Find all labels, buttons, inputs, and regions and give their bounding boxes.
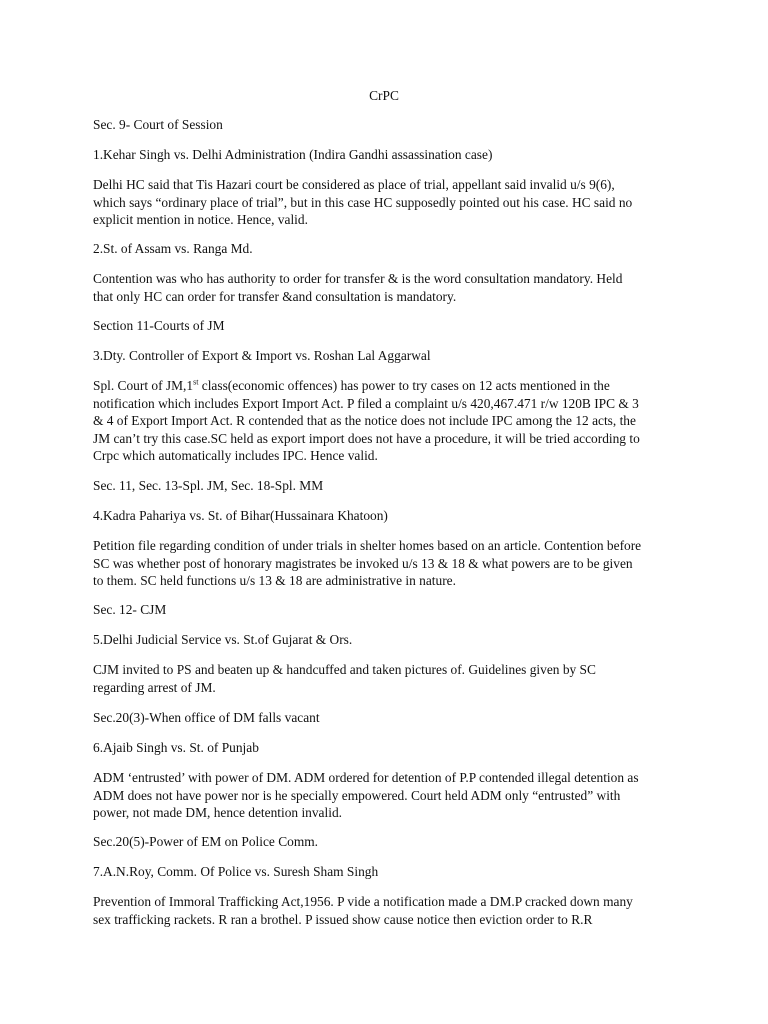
text-line: 1.Kehar Singh vs. Delhi Administration (Indira Gandhi assassination case) <box>93 147 493 162</box>
paragraph <box>93 270 683 305</box>
case-title <box>93 863 683 881</box>
paragraph <box>93 769 683 822</box>
section-heading <box>93 601 683 619</box>
paragraph <box>93 537 683 590</box>
text-line: power, not made DM, hence detention invalid. <box>93 805 342 820</box>
text-line: 4.Kadra Pahariya vs. St. of Bihar(Hussainara Khatoon) <box>93 508 388 523</box>
text-line: Sec.20(3)-When office of DM falls vacant <box>93 710 320 725</box>
case-title <box>93 347 683 365</box>
text-line: Sec. 9- Court of Session <box>93 117 223 132</box>
text-line: ADM does not have power nor is he specially empowered. Court held ADM only “entrusted” with <box>93 787 621 803</box>
text-line: JM can’t try this case.SC held as export import does not have a procedure, it will be tried according to <box>93 430 640 446</box>
page-title: CrPC <box>369 88 399 103</box>
text-line: Sec. 12- CJM <box>93 602 167 617</box>
case-title <box>93 240 683 258</box>
text-line: 5.Delhi Judicial Service vs. St.of Gujarat & Ors. <box>93 632 353 647</box>
section-heading <box>93 477 683 495</box>
section-heading <box>93 317 683 335</box>
case-title <box>93 146 683 164</box>
text-line: explicit mention in notice. Hence, valid. <box>93 212 308 227</box>
text-line: Crpc which automatically includes IPC. Hence valid. <box>93 448 378 463</box>
spl-text-before: Spl. Court of JM,1 <box>93 378 194 393</box>
paragraph <box>93 893 683 928</box>
text-line: that only HC can order for transfer &and consultation is mandatory. <box>93 288 457 304</box>
text-line: which says “ordinary place of trial”, but in this case HC supposedly pointed out his case. HC said no <box>93 194 633 210</box>
text-line: Sec.20(5)-Power of EM on Police Comm. <box>93 834 319 849</box>
text-line: 7.A.N.Roy, Comm. Of Police vs. Suresh Sham Singh <box>93 864 379 879</box>
text-line: sex trafficking rackets. R ran a brothel. P issued show cause notice then eviction order to R.R <box>93 911 593 927</box>
text-line: 6.Ajaib Singh vs. St. of Punjab <box>93 740 259 755</box>
text-line: Contention was who has authority to order for transfer & is the word consultation mandatory. Held <box>93 271 623 286</box>
text-line: regarding arrest of JM. <box>93 679 216 695</box>
text-line: CJM invited to PS and beaten up & handcuffed and taken pictures of. Guidelines given by SC <box>93 662 596 677</box>
ordinal-suffix: st <box>193 377 199 387</box>
section-heading <box>93 116 683 134</box>
text-line: ADM ‘entrusted’ with power of DM. ADM ordered for detention of P.P contended illegal detention as <box>93 770 639 785</box>
paragraph <box>93 176 683 229</box>
case-title <box>93 739 683 757</box>
text-line: to them. SC held functions u/s 13 & 18 are administrative in nature. <box>93 573 456 588</box>
text-line: & 4 of Export Import Act. R contended that as the notice does not include IPC among the 12 acts, the <box>93 413 636 428</box>
text-line: Sec. 11, Sec. 13-Spl. JM, Sec. 18-Spl. MM <box>93 478 324 493</box>
text-line: Delhi HC said that Tis Hazari court be considered as place of trial, appellant said invalid u/s 9(6), <box>93 177 615 192</box>
text-line: 3.Dty. Controller of Export & Import vs. Roshan Lal Aggarwal <box>93 348 431 363</box>
section-heading <box>93 833 683 851</box>
paragraph <box>93 377 683 465</box>
text-line: Prevention of Immoral Trafficking Act,1956. P vide a notification made a DM.P cracked down many <box>93 894 633 909</box>
text-line: SC was whether post of honorary magistrates be invoked u/s 13 & 18 & what powers are to be given <box>93 555 633 571</box>
spl-text-after: class(economic offences) has power to try cases on 12 acts mentioned in the <box>198 378 610 393</box>
case-title <box>93 631 683 649</box>
case-title <box>93 507 683 525</box>
text-line: Section 11-Courts of JM <box>93 318 225 333</box>
text-line: Petition file regarding condition of under trials in shelter homes based on an article. Contention before <box>93 538 642 553</box>
text-line: 2.St. of Assam vs. Ranga Md. <box>93 241 253 256</box>
text-line <box>93 377 683 395</box>
section-heading <box>93 709 683 727</box>
paragraph <box>93 661 683 696</box>
text-line: notification which includes Export Import Act. P filed a complaint u/s 420,467.471 r/w 120B IPC & 3 <box>93 395 639 411</box>
